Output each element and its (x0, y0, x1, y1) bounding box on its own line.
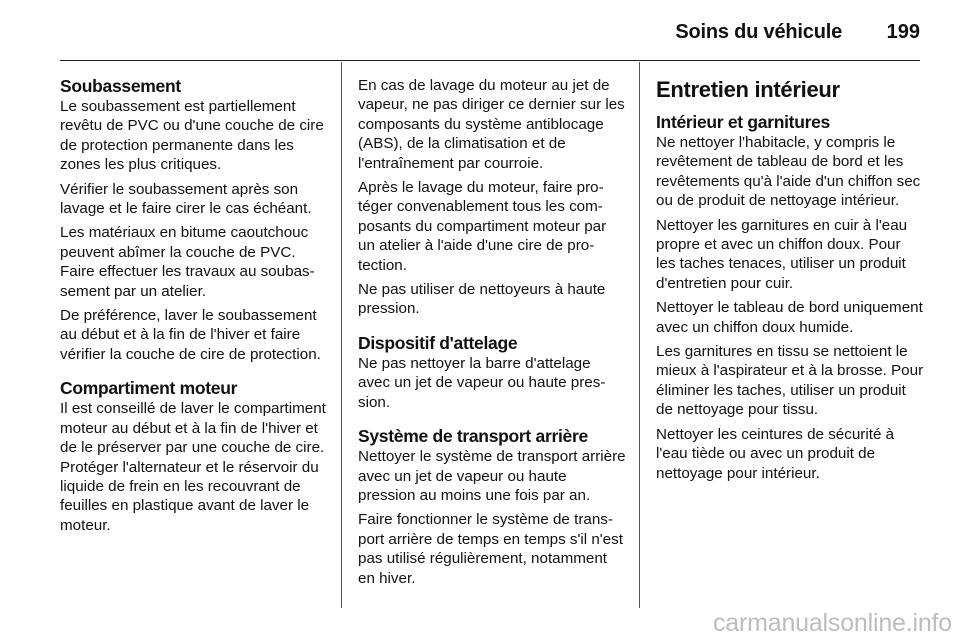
section-title-dispositif-attelage: Dispositif d'attelage (358, 332, 518, 353)
paragraph: Les matériaux en bitume caoutchouc peuvent abîmer la couche de PVC. Faire effectuer les travaux au soubassement par un atelier. (60, 224, 315, 300)
paragraph: En cas de lavage du moteur au jet de vapeur, ne pas diriger ce dernier sur les composants du système antiblocage (ABS), de la climatisation et de l'entraînement par courroie. (358, 77, 625, 172)
paragraph: Après le lavage du moteur, faire protéger convenablement tous les composants du compartiment moteur par un atelier à l'aide d'une cire de protection. (358, 179, 607, 274)
paragraph: De préférence, laver le soubassement au début et à la fin de l'hiver et faire vérifier la couche de cire de protection. (60, 307, 321, 363)
page-header (0, 0, 960, 62)
paragraph: Faire fonctionner le système de transport arrière de temps en temps s'il n'est pas utilisé régulièrement, notamment en hiver. (358, 511, 623, 587)
section-title-interieur-garnitures: Intérieur et garnitures (656, 112, 830, 132)
paragraph: Il est conseillé de laver le compartiment moteur au début et à la fin de l'hiver et de le préserver par une couche de cire. Protéger l'alternateur et le réservoir du liquide de frein en les recouvrant de feuilles en plastique avant de laver le moteur. (60, 400, 326, 534)
paragraph: Nettoyer les ceintures de sécurité à l'eau tiède ou avec un produit de nettoyage pour intérieur. (656, 425, 895, 482)
paragraph: Le soubassement est partiellement revêtu de PVC ou d'une couche de cire de protection permanente dans les zones les plus critiques. (60, 98, 324, 174)
column-divider-2 (639, 62, 640, 608)
page-title: Soins du véhicule (675, 21, 842, 43)
watermark: carmanualsonline.info (712, 609, 952, 637)
section-title-compartiment-moteur: Compartiment moteur (60, 378, 238, 399)
section-title-soubassement: Soubassement (60, 76, 181, 96)
chapter-title-entretien-interieur: Entretien intérieur (656, 77, 840, 102)
header-divider (60, 60, 920, 61)
paragraph: Ne nettoyer l'habitacle, y compris le revêtement de tableau de bord et les revêtements qu'à l'aide d'un chiffon sec ou de produit de nettoyage intérieur. (656, 134, 921, 210)
section-title-systeme-transport-arriere: Système de transport arrière (358, 426, 588, 447)
page-number: 199 (886, 21, 920, 43)
paragraph: Ne pas utiliser de nettoyeurs à haute pression. (358, 281, 606, 318)
paragraph: Les garnitures en tissu se nettoient le mieux à l'aspirateur et à la brosse. Pour éliminer les taches, utiliser un produit de nettoyage pour tissu. (656, 343, 924, 419)
column-right (656, 76, 924, 488)
column-left (60, 76, 328, 540)
paragraph: Nettoyer les garnitures en cuir à l'eau propre et avec un chiffon doux. Pour les taches tenaces, utiliser un produit d'entretien pour cuir. (656, 216, 908, 292)
paragraph: Vérifier le soubassement après son lavage et le faire cirer le cas échéant. (60, 180, 312, 218)
column-divider-1 (341, 62, 342, 608)
paragraph: Nettoyer le système de transport arrière avec un jet de vapeur ou haute pression au moins une fois par an. (358, 448, 626, 504)
paragraph: Ne pas nettoyer la barre d'attelage avec un jet de vapeur ou haute pression. (358, 354, 606, 411)
paragraph: Nettoyer le tableau de bord uniquement avec un chiffon doux humide. (656, 299, 923, 336)
column-middle (358, 76, 626, 593)
